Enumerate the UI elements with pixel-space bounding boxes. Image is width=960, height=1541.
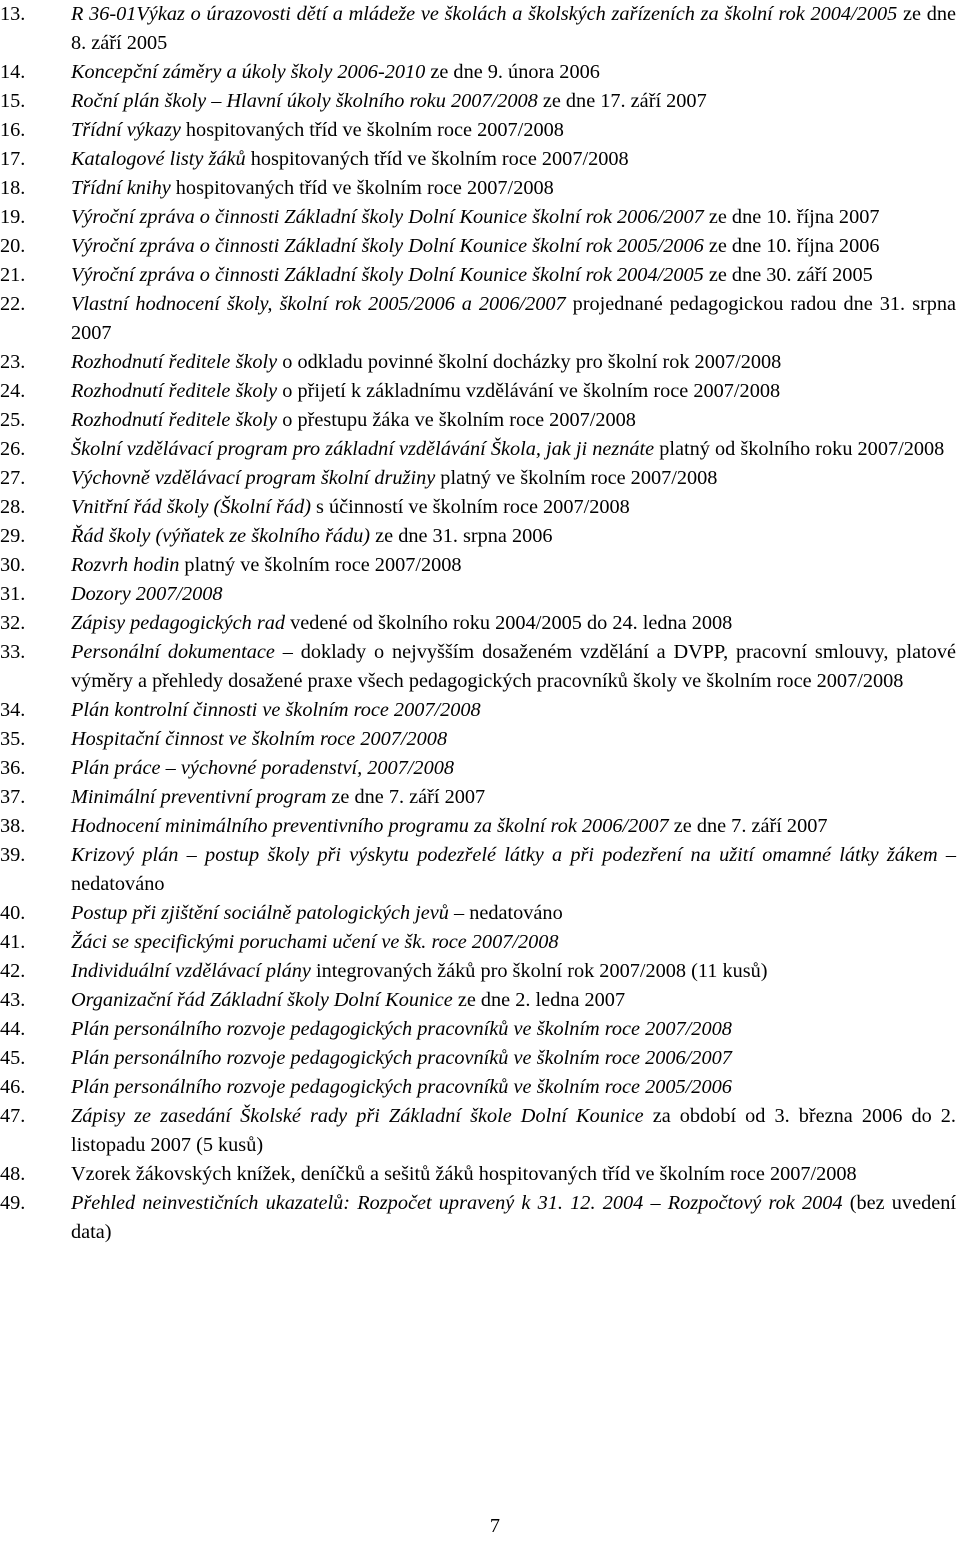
item-title: Řád školy (výňatek ze školního řádu) — [71, 525, 371, 547]
item-title: Hospitační činnost ve školním roce 2007/2008 — [71, 728, 448, 750]
item-title: Individuální vzdělávací plány — [71, 960, 311, 982]
list-item — [0, 145, 960, 174]
item-text: ze dne 7. září 2007 — [668, 815, 828, 837]
item-number: 24. — [0, 380, 26, 402]
item-title: Třídní knihy — [71, 177, 171, 199]
item-text: ze dne 10. října 2006 — [703, 235, 880, 257]
item-number: 27. — [0, 467, 26, 489]
list-item — [0, 522, 960, 551]
list-item — [0, 464, 960, 493]
list-item — [0, 1015, 960, 1044]
list-item — [0, 1044, 960, 1073]
item-number: 43. — [0, 989, 26, 1011]
item-title: Krizový plán – postup školy při výskytu podezřelé látky a při podezření na užití omamné látky žákem — [71, 844, 938, 866]
list-item — [0, 435, 960, 464]
item-text: o odkladu povinné školní docházky pro školní rok 2007/2008 — [277, 351, 782, 373]
item-title: Plán personálního rozvoje pedagogických pracovníků ve školním roce 2006/2007 — [71, 1047, 732, 1069]
item-text: ze dne 2. ledna 2007 — [452, 989, 626, 1011]
list-item — [0, 406, 960, 435]
list-item — [0, 899, 960, 928]
item-title: Koncepční záměry a úkoly školy 2006-2010 — [71, 61, 426, 83]
item-title: Rozhodnutí ředitele školy — [71, 409, 278, 431]
item-title: Minimální preventivní program — [71, 786, 327, 808]
item-text: platný od školního roku 2007/2008 — [654, 438, 945, 460]
item-number: 20. — [0, 235, 26, 257]
item-text: ze dne 7. září 2007 — [326, 786, 486, 808]
list-item — [0, 0, 960, 58]
list-item — [0, 841, 960, 899]
list-item — [0, 812, 960, 841]
item-title: Plán personálního rozvoje pedagogických pracovníků ve školním roce 2005/2006 — [71, 1076, 732, 1098]
list-item — [0, 232, 960, 261]
item-number: 13. — [0, 3, 26, 25]
item-number: 19. — [0, 206, 26, 228]
list-item — [0, 928, 960, 957]
list-item — [0, 174, 960, 203]
item-title: Výroční zpráva o činnosti Základní školy Dolní Kounice školní rok 2005/2006 — [71, 235, 704, 257]
item-title: Organizační řád Základní školy Dolní Kounice — [71, 989, 453, 1011]
item-number: 48. — [0, 1163, 26, 1185]
list-item — [0, 986, 960, 1015]
item-title: Roční plán školy – Hlavní úkoly školního roku 2007/2008 — [71, 90, 538, 112]
item-number: 44. — [0, 1018, 26, 1040]
item-number: 39. — [0, 844, 26, 866]
item-text: integrovaných žáků pro školní rok 2007/2008 (11 kusů) — [310, 960, 768, 982]
list-item — [0, 1073, 960, 1102]
list-item — [0, 203, 960, 232]
item-title: Třídní výkazy — [71, 119, 181, 141]
item-text: o přestupu žáka ve školním roce 2007/2008 — [277, 409, 636, 431]
item-number: 34. — [0, 699, 26, 721]
item-text: ze dne 9. února 2006 — [425, 61, 600, 83]
item-text: – nedatováno — [71, 844, 956, 895]
list-item — [0, 754, 960, 783]
item-number: 14. — [0, 61, 26, 83]
item-text: ze dne 31. srpna 2006 — [370, 525, 553, 547]
item-number: 45. — [0, 1047, 26, 1069]
item-text: s účinností ve školním roce 2007/2008 — [310, 496, 630, 518]
item-text: – nedatováno — [448, 902, 563, 924]
item-title: Rozhodnutí ředitele školy — [71, 351, 278, 373]
list-item — [0, 493, 960, 522]
item-number: 28. — [0, 496, 26, 518]
page-number: 7 — [489, 1515, 501, 1537]
list-item — [0, 551, 960, 580]
item-number: 31. — [0, 583, 26, 605]
item-number: 30. — [0, 554, 26, 576]
item-text: hospitovaných tříd ve školním roce 2007/2008 — [245, 148, 629, 170]
item-title: Žáci se specifickými poruchami učení ve šk. roce 2007/2008 — [71, 931, 559, 953]
item-title: Výchovně vzdělávací program školní družiny — [71, 467, 436, 489]
item-title: Plán práce – výchovné poradenství, 2007/2008 — [71, 757, 454, 779]
item-number: 25. — [0, 409, 26, 431]
item-title: Rozhodnutí ředitele školy — [71, 380, 278, 402]
item-title: Katalogové listy žáků — [71, 148, 246, 170]
item-number: 40. — [0, 902, 26, 924]
list-item — [0, 638, 960, 696]
item-number: 36. — [0, 757, 26, 779]
item-title: Vlastní hodnocení školy, školní rok 2005/2006 a 2006/2007 — [71, 293, 566, 315]
item-text: ze dne 8. září 2005 — [71, 3, 956, 54]
item-number: 49. — [0, 1192, 26, 1214]
item-title: Vnitřní řád školy (Školní řád) — [71, 496, 311, 518]
item-text: platný ve školním roce 2007/2008 — [179, 554, 462, 576]
item-title: Plán personálního rozvoje pedagogických pracovníků ve školním roce 2007/2008 — [71, 1018, 732, 1040]
item-title: Hodnocení minimálního preventivního programu za školní rok 2006/2007 — [71, 815, 669, 837]
item-text: projednané pedagogickou radou dne 31. srpna 2007 — [71, 293, 956, 344]
list-item — [0, 1160, 960, 1189]
item-number: 18. — [0, 177, 26, 199]
item-text: hospitovaných tříd ve školním roce 2007/2008 — [170, 177, 554, 199]
item-title: Personální dokumentace — [71, 641, 275, 663]
item-title: Přehled neinvestičních ukazatelů: Rozpočet upravený k 31. 12. 2004 – Rozpočtový rok 2004 — [71, 1192, 843, 1214]
item-number: 22. — [0, 293, 26, 315]
list-item — [0, 957, 960, 986]
item-text: vedené od školního roku 2004/2005 do 24. ledna 2008 — [285, 612, 733, 634]
item-number: 46. — [0, 1076, 26, 1098]
list-item — [0, 580, 960, 609]
item-number: 21. — [0, 264, 26, 286]
list-item — [0, 87, 960, 116]
item-text: – doklady o nejvyšším dosaženém vzdělání a DVPP, pracovní smlouvy, platové výměry a přehledy dosažené praxe všech pedagogických pracovníků školy ve školním roce 2007/2008 — [71, 641, 956, 692]
item-number: 17. — [0, 148, 26, 170]
list-item — [0, 348, 960, 377]
list-item — [0, 609, 960, 638]
item-number: 37. — [0, 786, 26, 808]
item-title: Výroční zpráva o činnosti Základní školy Dolní Kounice školní rok 2006/2007 — [71, 206, 704, 228]
item-text: za období od 3. března 2006 do 2. listopadu 2007 (5 kusů) — [71, 1105, 956, 1156]
item-title: Zápisy pedagogických rad — [71, 612, 286, 634]
item-number: 41. — [0, 931, 26, 953]
item-title: Školní vzdělávací program pro základní vzdělávání Škola, jak ji neznáte — [71, 438, 655, 460]
item-number: 38. — [0, 815, 26, 837]
item-title: Postup při zjištění sociálně patologických jevů — [71, 902, 449, 924]
item-title: R 36-01Výkaz o úrazovosti dětí a mládeže ve školách a školských zařízeních za školní rok 2004/2005 — [71, 3, 898, 25]
item-title: Dozory 2007/2008 — [71, 583, 223, 605]
item-title: Výroční zpráva o činnosti Základní školy Dolní Kounice školní rok 2004/2005 — [71, 264, 704, 286]
item-number: 23. — [0, 351, 26, 373]
item-number: 29. — [0, 525, 26, 547]
list-item — [0, 58, 960, 87]
item-text: (bez uvedení data) — [71, 1192, 956, 1243]
item-number: 16. — [0, 119, 26, 141]
item-text: ze dne 10. října 2007 — [703, 206, 880, 228]
item-number: 47. — [0, 1105, 26, 1127]
item-text: ze dne 17. září 2007 — [537, 90, 707, 112]
item-text: ze dne 30. září 2005 — [703, 264, 873, 286]
item-title: Plán kontrolní činnosti ve školním roce 2007/2008 — [71, 699, 481, 721]
list-item — [0, 1102, 960, 1160]
list-item — [0, 725, 960, 754]
item-number: 33. — [0, 641, 26, 663]
list-item — [0, 377, 960, 406]
list-item — [0, 696, 960, 725]
item-title: Rozvrh hodin — [71, 554, 180, 576]
item-title: Zápisy ze zasedání Školské rady při Základní škole Dolní Kounice — [71, 1105, 644, 1127]
item-text: o přijetí k základnímu vzdělávání ve školním roce 2007/2008 — [277, 380, 781, 402]
item-text: hospitovaných tříd ve školním roce 2007/2008 — [180, 119, 564, 141]
item-text: platný ve školním roce 2007/2008 — [435, 467, 718, 489]
item-text: Vzorek žákovských knížek, deníčků a sešitů žáků hospitovaných tříd ve školním roce 2007/2008 — [71, 1163, 857, 1185]
list-item — [0, 783, 960, 812]
list-item — [0, 1189, 960, 1247]
item-number: 26. — [0, 438, 26, 460]
item-number: 32. — [0, 612, 26, 634]
list-item — [0, 290, 960, 348]
list-item — [0, 261, 960, 290]
list-item — [0, 116, 960, 145]
item-number: 42. — [0, 960, 26, 982]
item-number: 35. — [0, 728, 26, 750]
item-number: 15. — [0, 90, 26, 112]
